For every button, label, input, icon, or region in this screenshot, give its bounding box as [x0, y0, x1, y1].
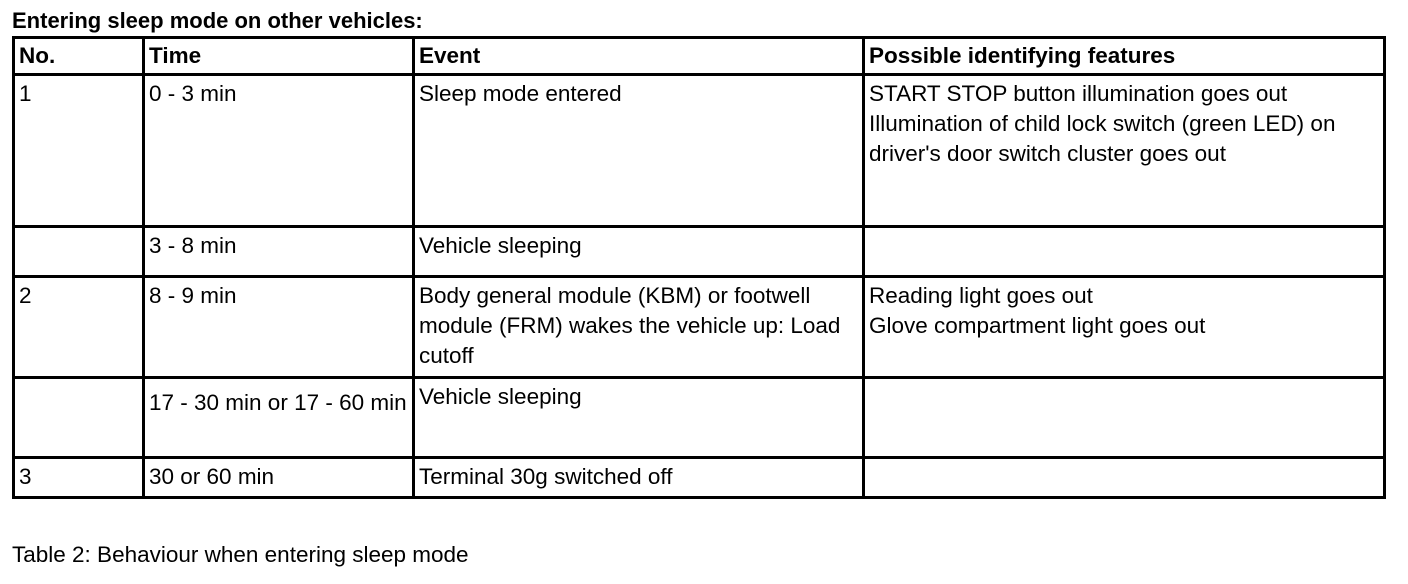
header-event: Event — [414, 38, 864, 75]
table-row — [14, 75, 1385, 227]
feature-line: Illumination of child lock switch (green LED) on driver's door switch cluster goes out — [869, 111, 1336, 166]
cell-time: 0 - 3 min — [144, 75, 414, 227]
feature-line: Reading light goes out — [869, 283, 1093, 308]
feature-line: START STOP button illumination goes out — [869, 81, 1288, 106]
cell-event: Body general module (KBM) or footwell module (FRM) wakes the vehicle up: Load cutoff — [414, 277, 864, 378]
cell-time: 30 or 60 min — [144, 458, 414, 498]
cell-features — [864, 227, 1385, 277]
cell-features — [864, 277, 1385, 378]
cell-time: 3 - 8 min — [144, 227, 414, 277]
cell-event: Vehicle sleeping — [414, 227, 864, 277]
header-features: Possible identifying features — [864, 38, 1385, 75]
table-row — [14, 227, 1385, 277]
cell-no: 1 — [14, 75, 144, 227]
feature-line: Glove compartment light goes out — [869, 313, 1206, 338]
table-row — [14, 458, 1385, 498]
cell-event: Terminal 30g switched off — [414, 458, 864, 498]
header-time: Time — [144, 38, 414, 75]
section-heading: Entering sleep mode on other vehicles: — [12, 8, 423, 33]
table-row — [14, 277, 1385, 378]
cell-no — [14, 227, 144, 277]
table-caption: Table 2: Behaviour when entering sleep mode — [12, 542, 469, 567]
cell-features — [864, 378, 1385, 458]
cell-features — [864, 75, 1385, 227]
cell-features — [864, 458, 1385, 498]
cell-no: 3 — [14, 458, 144, 498]
cell-no — [14, 378, 144, 458]
cell-event: Sleep mode entered — [414, 75, 864, 227]
cell-time: 8 - 9 min — [144, 277, 414, 378]
header-no: No. — [14, 38, 144, 75]
cell-no: 2 — [14, 277, 144, 378]
sleep-mode-table — [12, 36, 1386, 499]
table-header-row — [14, 38, 1385, 75]
table-row — [14, 378, 1385, 458]
cell-event: Vehicle sleeping — [414, 378, 864, 458]
cell-time: 17 - 30 min or 17 - 60 min — [144, 378, 414, 458]
